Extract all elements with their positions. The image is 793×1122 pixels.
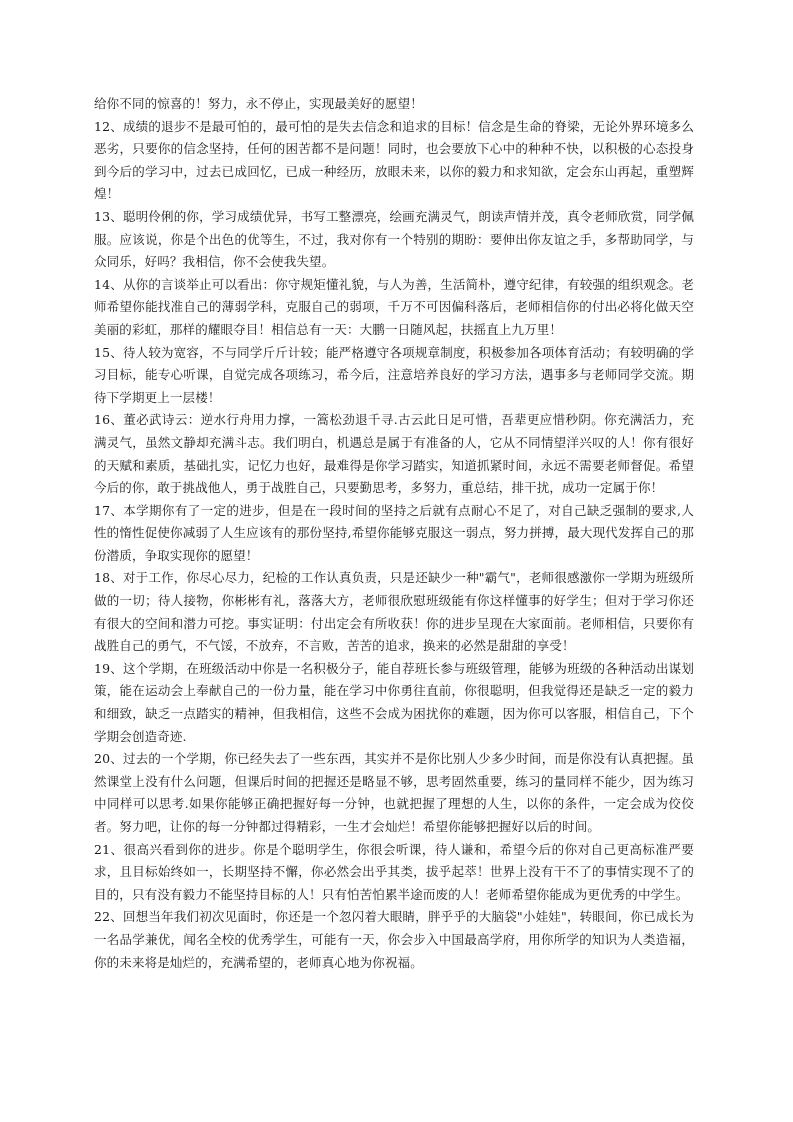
comment-18: 18、对于工作，你尽心尽力，纪检的工作认真负责，只是还缺少一种"霸气"，老师很感激你一学期为班级所做的一切；待人接物，你彬彬有礼，落落大方，老师很欣慰班级能有你这样懂事的好学生；但对于学习你还有很大的空间和潜力可挖。事实证明：付出定会有所收获！你的进步呈现在大家面前。老师相信，只要你有战胜自己的勇气，不气馁，不放弃，不言败，苦苦的追求，换来的必然是甜甜的享受！ xyxy=(94,570,694,654)
comment-15: 15、待人较为宽容，不与同学斤斤计较；能严格遵守各项规章制度，积极参加各项体育活动；有较明确的学习目标，能专心听课，自觉完成各项练习，希今后，注意培养良好的学习方法，遇事多与老师同学交流。期待下学期更上一层楼！ xyxy=(94,344,694,405)
comment-13: 13、聪明伶俐的你，学习成绩优异，书写工整漂亮，绘画充满灵气，朗读声情并茂，真令老师欣赏，同学佩服。应该说，你是个出色的优等生，不过，我对你有一个特别的期盼：要伸出你友谊之手，多帮助同学，与众同乐，好吗？我相信，你不会使我失望。 xyxy=(94,208,694,270)
comment-12: 12、成绩的退步不是最可怕的，最可怕的是失去信念和追求的目标！信念是生命的脊梁，无论外界环境多么恶劣，只要你的信念坚持，任何的困苦都不是问题！同时，也会要放下心中的种种不快，以积极的心态投身到今后的学习中，过去已成回忆，已成一种经历，放眼未来，以你的毅力和求知欲，定会东山再起，重塑辉煌！ xyxy=(94,118,694,202)
comment-16: 16、董必武诗云：逆水行舟用力撑，一篙松劲退千寻.古云此日足可惜，吾辈更应惜秒阴。你充满活力，充满灵气，虽然文静却充满斗志。我们明白，机遇总是属于有准备的人，它从不同情望洋兴叹的人！你有很好的天赋和素质，基础扎实，记忆力也好，最难得是你学习踏实，知道抓紧时间，永远不需要老师督促。希望今后的你，敢于挑战他人，勇于战胜自己，只要勤思考，多努力，重总结，排干扰，成功一定属于你！ xyxy=(94,412,694,496)
comment-14: 14、从你的言谈举止可以看出：你守规矩懂礼貌，与人为善，生活简朴，遵守纪律，有较强的组织观念。老师希望你能找准自己的薄弱学科，克服自己的弱项，千万不可因偏科落后，老师相信你的付出必将化做天空美丽的彩虹，那样的耀眼夺目！相信总有一天：大鹏一日随风起，扶摇直上九万里！ xyxy=(94,276,694,337)
comment-21: 21、很高兴看到你的进步。你是个聪明学生，你很会听课，待人谦和，希望今后的你对自己更高标准严要求，且目标始终如一，长期坚持不懈，你必然会出乎其类，拔乎起萃！世界上没有干不了的事情实现不了的目的，只有没有毅力不能坚持目标的人！只有怕苦怕累半途而废的人！老师希望你能成为更优秀的中学生。 xyxy=(94,841,694,902)
comment-22: 22、回想当年我们初次见面时，你还是一个忽闪着大眼睛，胖乎乎的大脑袋"小娃娃"，转眼间，你已成长为一名品学兼优，闻名全校的优秀学生，可能有一天，你会步入中国最高学府，用你所学的知识为人类造福，你的未来将是灿烂的，充满希望的，老师真心地为你祝福。 xyxy=(94,909,694,970)
paragraph-continuation: 给你不同的惊喜的！努力，永不停止，实现最美好的愿望！ xyxy=(94,96,423,111)
comment-20: 20、过去的一个学期，你已经失去了一些东西，其实并不是你比别人少多少时间，而是你没有认真把握。虽然课堂上没有什么问题，但课后时间的把握还是略显不够，思考固然重要，练习的量同样不能少，因为练习中同样可以思考.如果你能够正确把握好每一分钟，也就把握了理想的人生，以你的条件，一定会成为佼佼者。努力吧，让你的每一分钟都过得精彩，一生才会灿烂！希望你能够把握好以后的时间。 xyxy=(94,751,694,834)
document-page xyxy=(94,93,694,974)
comment-19: 19、这个学期，在班级活动中你是一名积极分子，能自荐班长参与班级管理，能够为班级的各种活动出谋划策，能在运动会上奉献自己的一份力量，能在学习中你勇往直前，你很聪明，但我觉得还是缺乏一定的毅力和细致，缺乏一点踏实的精神，但我相信，这些不会成为困扰你的难题，因为你可以客服，相信自己，下个学期会创造奇迹. xyxy=(94,660,694,744)
comment-17: 17、本学期你有了一定的进步，但是在一段时间的坚持之后就有点耐心不足了，对自己缺乏强制的要求,人性的惰性促使你减弱了人生应该有的那份坚持,希望你能够克服这一弱点，努力拼搏，最大现代发挥自己的那份潜质，争取实现你的愿望！ xyxy=(94,502,694,563)
